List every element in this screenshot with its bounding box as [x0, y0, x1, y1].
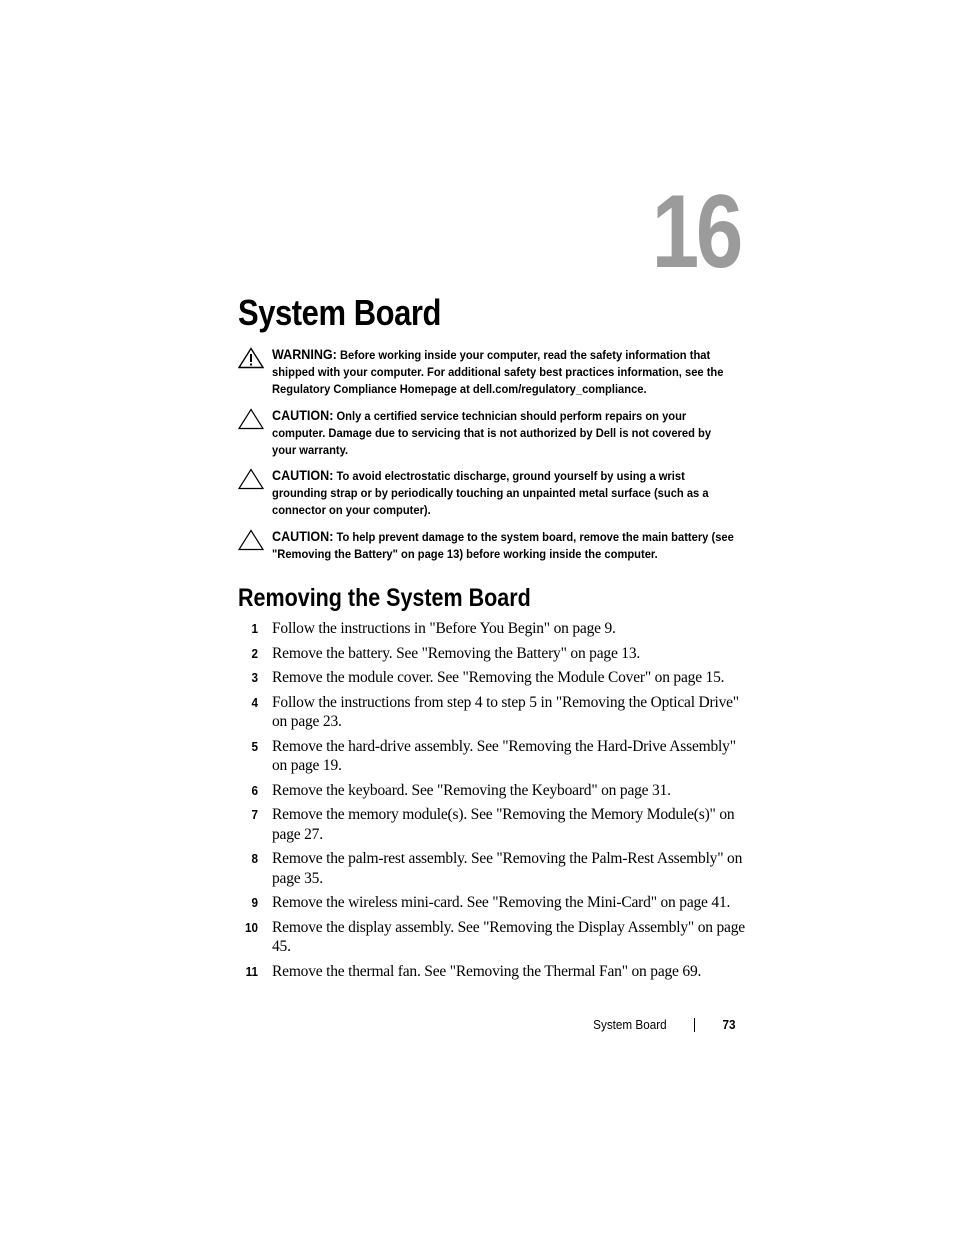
step-text: Follow the instructions in "Before You Begin" on page 9. [272, 620, 616, 637]
step-text: Remove the thermal fan. See "Removing the Thermal Fan" on page 69. [272, 962, 702, 980]
procedure-step [238, 619, 748, 639]
caution-triangle-icon [238, 408, 264, 430]
step-text: Remove the battery. See "Removing the Battery" on page 13. [272, 644, 641, 662]
step-text: Remove the display assembly. See "Removing the Display Assembly" on page 45. [272, 918, 745, 955]
step-text: Remove the keyboard. See "Removing the Keyboard" on page 31. [272, 781, 671, 799]
caution-notice [238, 407, 738, 459]
procedure-step [238, 962, 748, 982]
step-text: Remove the memory module(s). See "Removing the Memory Module(s)" on page 27. [272, 806, 735, 843]
step-number: 3 [251, 670, 258, 685]
procedure-step [238, 918, 748, 957]
step-number: 10 [244, 919, 258, 935]
step-number: 11 [245, 963, 258, 979]
notice-text: To avoid electrostatic discharge, ground yourself by using a wrist grounding strap or by periodically touching an unpainted metal surface (such as a connector on your computer). [272, 469, 709, 517]
step-text: Remove the palm-rest assembly. See "Removing the Palm-Rest Assembly" on page 35. [272, 850, 743, 887]
procedure-step [238, 737, 748, 776]
caution-notice [238, 528, 738, 563]
chapter-title: System Board [238, 292, 442, 333]
step-number: 6 [251, 782, 258, 798]
step-text: Remove the wireless mini-card. See "Removing the Mini-Card" on page 41. [272, 894, 731, 911]
footer-section-name: System Board [593, 1017, 667, 1032]
chapter-number: 16 [651, 174, 740, 290]
footer-divider [694, 1018, 695, 1032]
step-number: 7 [251, 807, 258, 822]
procedure-step [238, 849, 748, 888]
step-text: Follow the instructions from step 4 to step 5 in "Removing the Optical Drive" on page 23. [272, 693, 739, 730]
caution-triangle-icon [238, 468, 264, 490]
notice-text: To help prevent damage to the system board, remove the main battery (see "Removing the Battery" on page 13) before working inside the computer. [272, 530, 734, 561]
step-number: 1 [251, 621, 258, 636]
caution-notice [238, 467, 738, 519]
step-text: Remove the hard-drive assembly. See "Removing the Hard-Drive Assembly" on page 19. [272, 737, 736, 774]
section-title: Removing the System Board [238, 584, 531, 612]
procedure-step [238, 668, 748, 688]
step-number: 2 [251, 645, 258, 661]
procedure-steps [238, 619, 748, 981]
procedure-step [238, 693, 748, 732]
procedure-step [238, 644, 748, 664]
page-number: 73 [721, 1017, 735, 1032]
step-number: 8 [251, 851, 258, 866]
notice-text: Only a certified service technician should perform repairs on your computer. Damage due to servicing that is not authorized by Dell is not covered by your warranty. [272, 409, 712, 457]
step-number: 9 [251, 895, 258, 910]
notice-text: Before working inside your computer, read the safety information that shipped with your computer. For additional safety best practices information, see the Regulatory Compliance Homepage at dell.com/regulatory_compliance. [272, 348, 724, 396]
warning-notice [238, 346, 738, 398]
step-text: Remove the module cover. See "Removing the Module Cover" on page 15. [272, 669, 725, 686]
step-number: 5 [251, 738, 258, 754]
notice-label: WARNING: [272, 347, 337, 362]
notice-label: CAUTION: [272, 468, 334, 483]
page-footer [560, 1015, 735, 1035]
caution-triangle-icon [238, 529, 264, 551]
procedure-step [238, 805, 748, 844]
notice-label: CAUTION: [272, 408, 334, 423]
procedure-step [238, 781, 748, 801]
procedure-step [238, 893, 748, 913]
step-number: 4 [251, 694, 258, 710]
warning-triangle-exclamation-icon [238, 347, 264, 369]
notice-label: CAUTION: [272, 529, 334, 544]
